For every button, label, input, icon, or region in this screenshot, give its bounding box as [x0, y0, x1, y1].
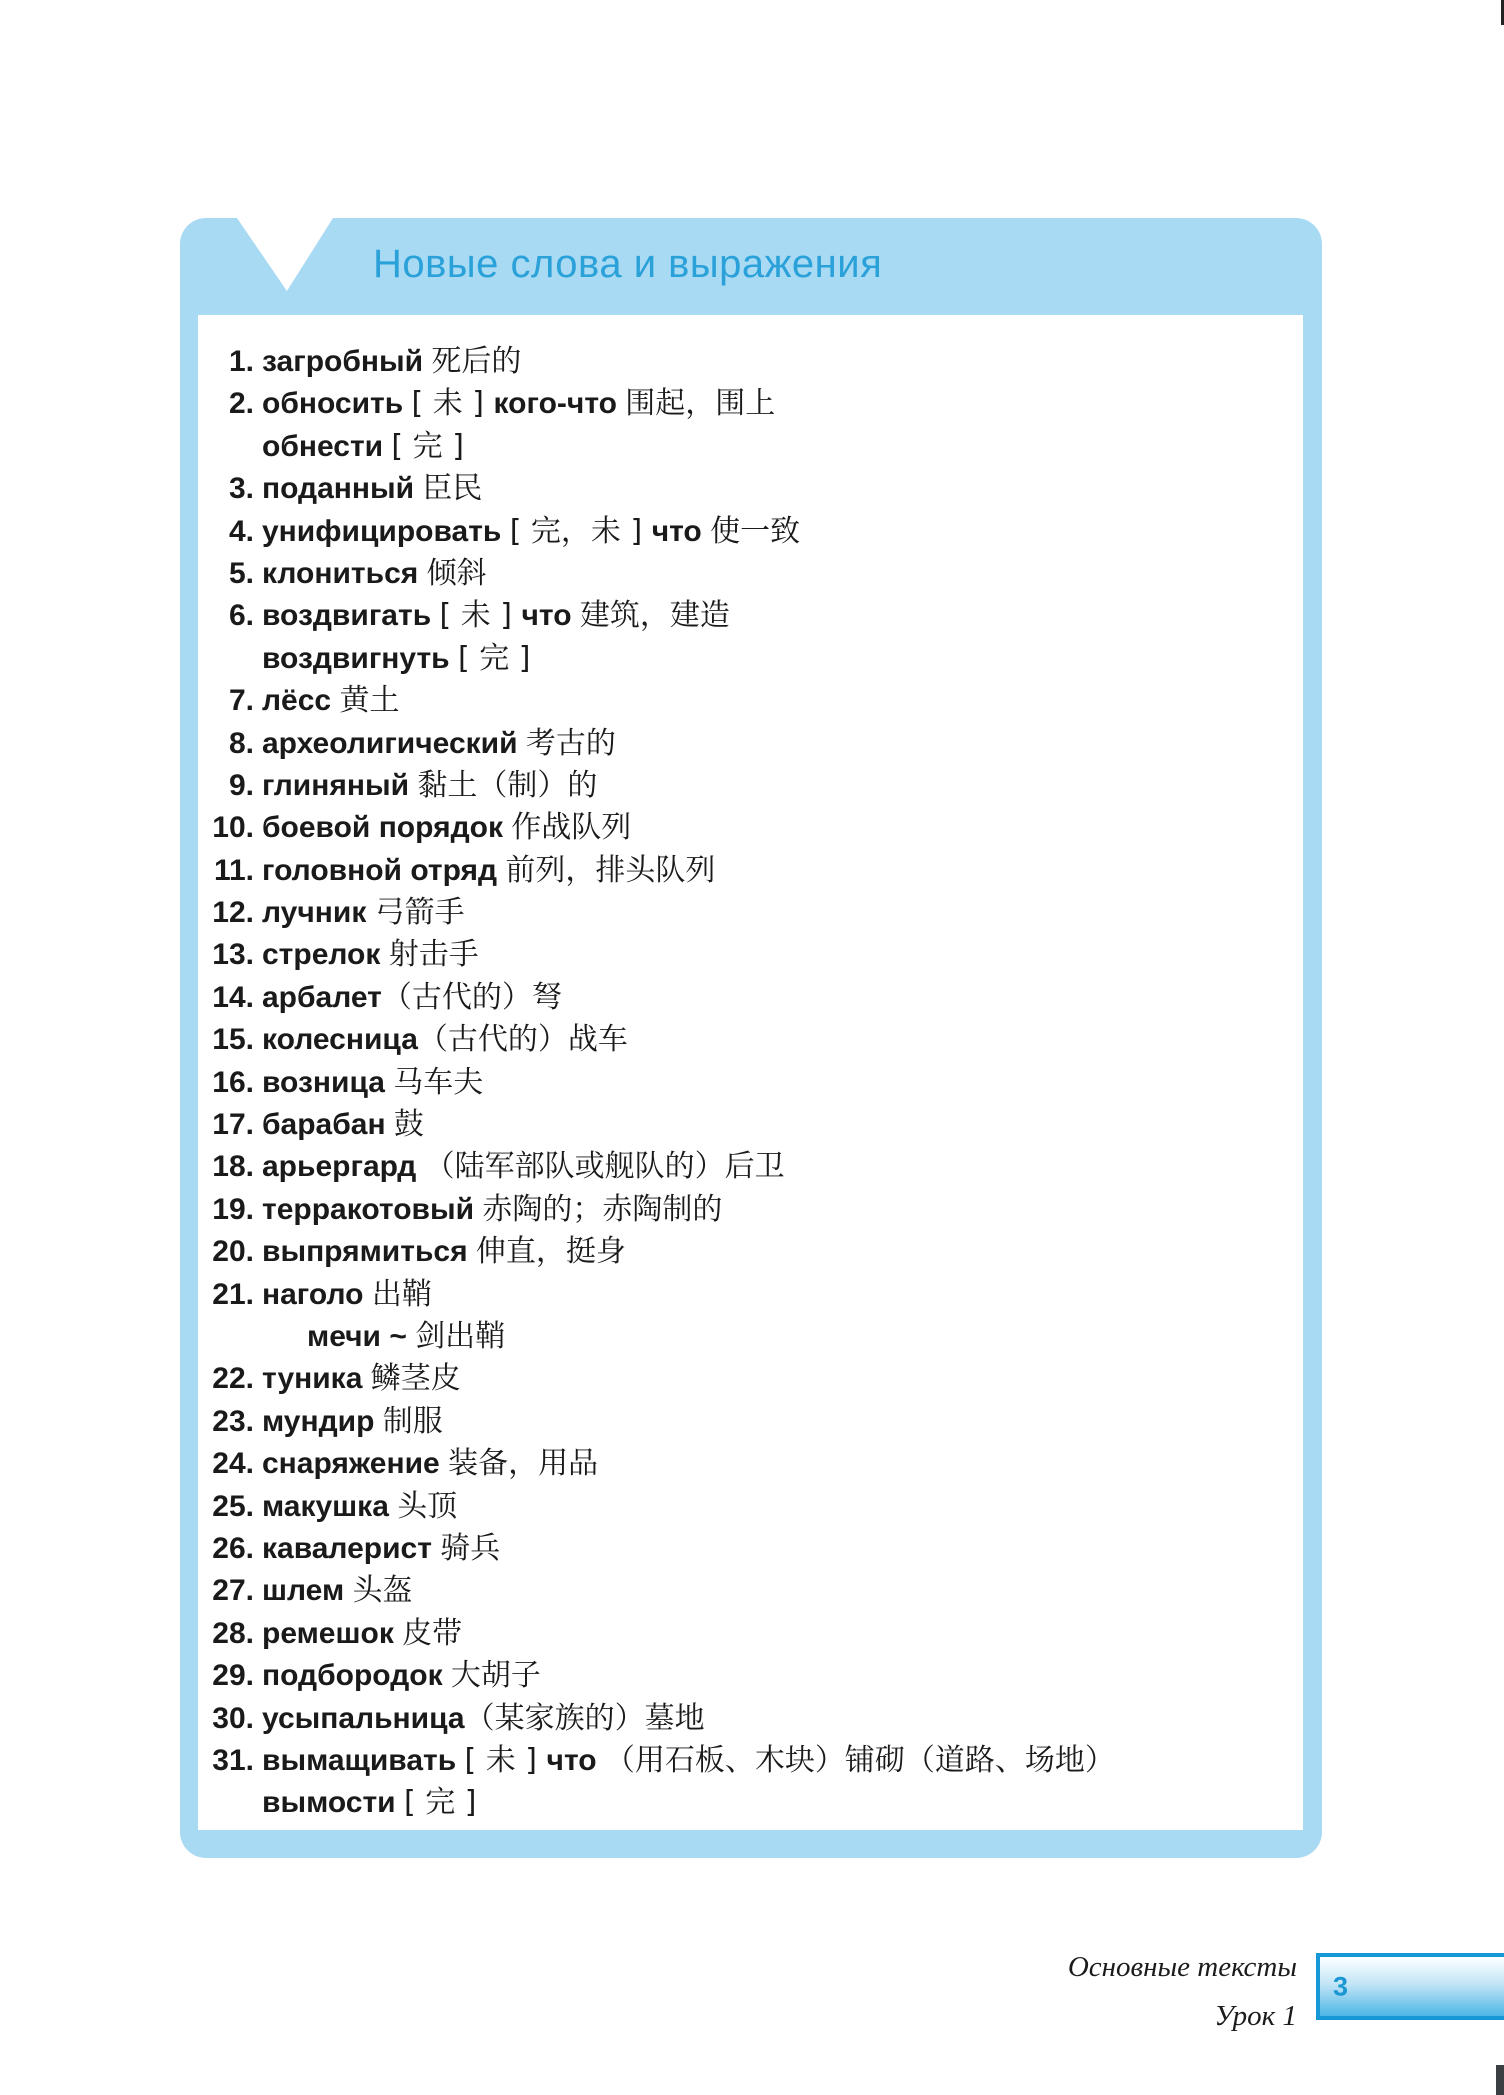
russian-term: выпрямиться — [262, 1235, 476, 1269]
vocab-item — [198, 1782, 1303, 1824]
russian-term: вымости — [262, 1786, 404, 1820]
item-number: 23. — [212, 1404, 254, 1438]
vocab-item — [198, 1316, 1303, 1358]
item-text — [262, 1698, 705, 1740]
item-text — [262, 892, 465, 934]
item-number: 13. — [212, 938, 254, 972]
chinese-translation: 头顶 — [397, 1488, 458, 1524]
item-number: 1. — [228, 345, 254, 378]
vocab-item — [198, 807, 1303, 849]
item-number: 19. — [212, 1192, 254, 1226]
item-text — [262, 723, 616, 765]
item-number: 7. — [228, 684, 254, 718]
scan-artifact — [1496, 2065, 1504, 2095]
chinese-translation: [ 未 ] — [411, 386, 494, 422]
chinese-translation: 建筑，建造 — [579, 598, 730, 634]
russian-term: воздвигнуть — [262, 641, 458, 675]
item-text — [262, 383, 775, 425]
chinese-translation: [ 未 ] — [439, 598, 522, 634]
chinese-translation: 装备，用品 — [448, 1446, 599, 1482]
vocab-item — [198, 1146, 1303, 1188]
item-text — [262, 511, 800, 553]
russian-term: барабан — [262, 1108, 394, 1142]
russian-term: глиняный — [262, 768, 418, 802]
chinese-translation: [ 完 ] — [391, 428, 464, 464]
item-text — [262, 595, 730, 637]
item-number: 12. — [212, 896, 254, 930]
vocab-item — [198, 1486, 1303, 1528]
vocab-item — [198, 850, 1303, 892]
chinese-translation: 死后的 — [431, 344, 522, 379]
item-text — [262, 1443, 598, 1485]
vocab-item — [198, 426, 1303, 468]
item-text — [307, 1316, 505, 1358]
russian-term: археолигический — [262, 726, 526, 760]
item-text — [262, 1740, 1115, 1782]
item-number: 10. — [212, 811, 254, 845]
chinese-translation: 黄土 — [339, 683, 400, 719]
item-text — [262, 1528, 500, 1570]
chinese-translation: 鼓 — [393, 1107, 424, 1143]
header-notch — [237, 218, 333, 291]
chinese-translation: （某家族的）墓地 — [464, 1700, 705, 1736]
vocab-item — [198, 1231, 1303, 1273]
russian-term: подбородок — [262, 1659, 451, 1693]
item-text — [262, 977, 562, 1019]
vocab-item — [198, 892, 1303, 934]
item-text — [262, 1655, 541, 1697]
item-number: 18. — [212, 1150, 254, 1184]
item-text — [262, 1146, 785, 1188]
vocab-item — [198, 934, 1303, 976]
chinese-translation: 大胡子 — [450, 1658, 541, 1694]
chinese-translation: 赤陶的；赤陶制的 — [482, 1191, 723, 1227]
vocab-item — [198, 383, 1303, 425]
item-text — [262, 1358, 461, 1400]
item-text — [262, 1486, 457, 1528]
chinese-translation: 射击手 — [388, 937, 479, 973]
chinese-translation: 鳞茎皮 — [370, 1361, 461, 1397]
item-number: 28. — [212, 1616, 254, 1650]
vocab-item — [198, 511, 1303, 553]
item-text — [262, 765, 597, 807]
russian-term: лучник — [262, 896, 375, 930]
item-text — [262, 1104, 424, 1146]
item-text — [262, 1274, 432, 1316]
item-number: 4. — [228, 514, 254, 548]
chinese-translation: 皮带 — [402, 1615, 463, 1651]
chinese-translation: 头盔 — [352, 1573, 413, 1609]
item-text — [262, 1062, 483, 1104]
vocab-item — [198, 1401, 1303, 1443]
russian-term: колесница — [262, 1023, 418, 1057]
vocab-list — [198, 341, 1303, 1825]
russian-term: клониться — [262, 556, 427, 590]
russian-term: усыпальница — [262, 1701, 465, 1735]
item-number: 29. — [212, 1659, 254, 1693]
vocab-panel — [180, 218, 1322, 1858]
russian-term: туника — [262, 1362, 371, 1396]
chinese-translation: 围起，围上 — [625, 386, 776, 422]
item-text — [262, 1570, 412, 1612]
chinese-translation: （用石板、木块）铺砌（道路、场地） — [604, 1742, 1115, 1778]
vocab-item — [198, 638, 1303, 680]
vocab-item — [198, 1443, 1303, 1485]
chinese-translation: 出鞘 — [371, 1276, 432, 1312]
item-number: 15. — [212, 1023, 254, 1057]
chinese-translation: 倾斜 — [426, 555, 487, 591]
vocab-item — [198, 1358, 1303, 1400]
russian-term: унифицировать — [262, 514, 510, 548]
item-number: 2. — [228, 387, 254, 421]
russian-term: кавалерист — [262, 1531, 441, 1565]
russian-term: стрелок — [262, 938, 389, 972]
russian-term: что — [521, 599, 580, 633]
chinese-translation: （古代的）战车 — [417, 1022, 628, 1058]
item-number: 6. — [228, 599, 254, 633]
russian-term: загробный — [262, 345, 432, 378]
russian-term: кого-что — [493, 387, 626, 421]
russian-term: шлем — [262, 1574, 353, 1608]
item-number: 3. — [228, 472, 254, 506]
chinese-translation: 作战队列 — [511, 810, 632, 846]
item-text — [262, 934, 479, 976]
item-text — [262, 426, 464, 468]
vocab-item — [198, 1740, 1303, 1782]
footer-labels — [1068, 1943, 1297, 2041]
vocab-item — [198, 977, 1303, 1019]
russian-term: обносить — [262, 387, 412, 421]
page-title: Новые слова и выражения — [373, 242, 883, 286]
item-number: 25. — [212, 1489, 254, 1523]
item-text — [262, 850, 715, 892]
item-text — [262, 1019, 628, 1061]
russian-term: возница — [262, 1065, 394, 1099]
chinese-translation: 考古的 — [525, 725, 616, 761]
item-number: 11. — [213, 853, 254, 887]
vocab-item — [198, 1528, 1303, 1570]
item-number: 30. — [212, 1701, 254, 1735]
vocab-item — [198, 1019, 1303, 1061]
russian-term: макушка — [262, 1489, 398, 1523]
chinese-translation: [ 完 ] — [457, 640, 531, 676]
item-text — [262, 1401, 443, 1443]
russian-term: что — [546, 1743, 605, 1777]
item-text — [262, 807, 631, 849]
vocab-item — [198, 723, 1303, 765]
chinese-translation: 臣民 — [422, 471, 483, 507]
vocab-item — [198, 765, 1303, 807]
russian-term: ремешок — [262, 1616, 403, 1650]
vocab-item — [198, 1570, 1303, 1612]
russian-term: мечи ~ — [307, 1319, 416, 1353]
russian-term: вымащивать — [262, 1743, 465, 1777]
vocab-item — [198, 468, 1303, 510]
chinese-translation: 骑兵 — [440, 1530, 501, 1566]
item-number: 21. — [212, 1277, 254, 1311]
russian-term: поданный — [262, 472, 423, 506]
item-number: 22. — [212, 1362, 254, 1396]
item-number: 27. — [212, 1574, 254, 1608]
vocab-item — [198, 341, 1303, 383]
item-number: 24. — [212, 1447, 254, 1481]
item-number: 5. — [228, 556, 254, 590]
chinese-translation: 马车夫 — [393, 1064, 484, 1100]
russian-term: арьергард — [262, 1150, 425, 1184]
vocab-panel-body — [198, 315, 1303, 1830]
chinese-translation: 前列，排头队列 — [505, 852, 716, 888]
vocab-item — [198, 1655, 1303, 1697]
russian-term: снаряжение — [262, 1447, 449, 1481]
chinese-translation: [ 完 ] — [403, 1785, 477, 1821]
footer-lesson-label: Урок 1 — [1214, 2000, 1297, 2032]
item-text — [262, 1782, 476, 1824]
page-number: 3 — [1333, 1971, 1349, 2001]
item-text — [262, 680, 399, 722]
russian-term: наголо — [262, 1277, 372, 1311]
item-text — [262, 341, 521, 383]
chinese-translation: 剑出鞘 — [415, 1318, 506, 1354]
russian-term: головной отряд — [262, 853, 506, 887]
vocab-item — [198, 595, 1303, 637]
item-text — [262, 468, 482, 510]
footer-section-label: Основные тексты — [1067, 1951, 1297, 1983]
item-number: 8. — [228, 726, 254, 760]
item-number: 9. — [228, 768, 254, 802]
russian-term: арбалет — [262, 980, 382, 1014]
chinese-translation: [ 完，未 ] — [509, 513, 652, 549]
russian-term: терракотовый — [262, 1192, 483, 1226]
russian-term: боевой порядок — [262, 811, 512, 845]
vocab-item — [198, 680, 1303, 722]
chinese-translation: [ 未 ] — [464, 1742, 547, 1778]
item-text — [262, 1189, 722, 1231]
item-number: 17. — [212, 1108, 254, 1142]
vocab-item — [198, 1274, 1303, 1316]
vocab-item — [198, 1062, 1303, 1104]
item-number: 20. — [212, 1235, 254, 1269]
item-text — [262, 553, 487, 595]
chinese-translation: 制服 — [382, 1403, 443, 1439]
russian-term: мундир — [262, 1404, 383, 1438]
vocab-item — [198, 1613, 1303, 1655]
item-number: 26. — [212, 1531, 254, 1565]
russian-term: воздвигать — [262, 599, 440, 633]
chinese-translation: 伸直，挺身 — [475, 1234, 626, 1270]
vocab-item — [198, 553, 1303, 595]
chinese-translation: （古代的）弩 — [381, 979, 562, 1015]
vocab-item — [198, 1104, 1303, 1146]
item-text — [262, 638, 530, 680]
page-number-box — [1316, 1953, 1504, 2020]
russian-term: что — [651, 514, 711, 548]
item-text — [262, 1231, 626, 1273]
item-number: 16. — [212, 1065, 254, 1099]
item-number: 14. — [212, 980, 254, 1014]
chinese-translation: 弓箭手 — [374, 895, 465, 931]
vocab-item — [198, 1698, 1303, 1740]
russian-term: обнести — [262, 429, 392, 463]
russian-term: лёсс — [262, 684, 340, 718]
vocab-item — [198, 1189, 1303, 1231]
chinese-translation: 黏土（制）的 — [417, 767, 598, 803]
item-text — [262, 1613, 462, 1655]
item-number: 31. — [212, 1743, 254, 1777]
chinese-translation: 使一致 — [710, 513, 801, 549]
chinese-translation: （陆军部队或舰队的）后卫 — [424, 1149, 785, 1185]
